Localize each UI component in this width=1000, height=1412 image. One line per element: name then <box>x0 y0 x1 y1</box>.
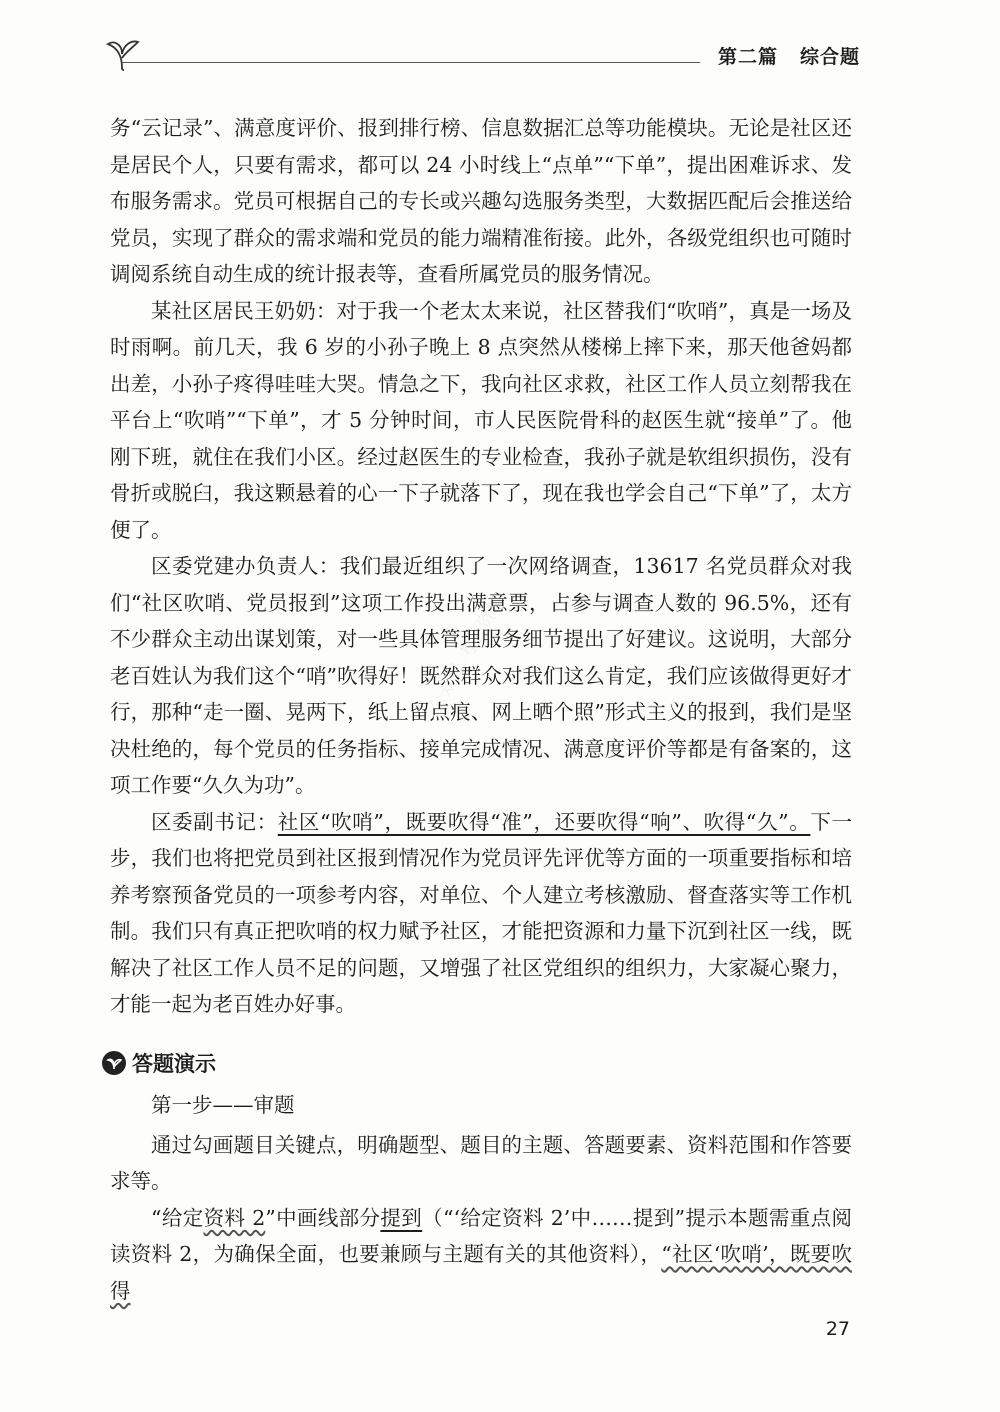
underline-mention: 提到 <box>380 1205 423 1230</box>
header-rule <box>122 62 700 63</box>
wavy-material: 资料 2 <box>203 1205 266 1230</box>
paragraph-vice-secretary <box>110 804 852 1023</box>
wavy-quote: “社区‘吹哨’，既要吹得 <box>110 1242 852 1303</box>
header-part: 第二篇 <box>717 46 778 68</box>
paren-note: （“‘给定资料 2’中……提到”提示本题需重点阅读资料 2，为确保全面，也要兼顾与主题有关的其他资料）， <box>110 1205 853 1266</box>
paragraph-continued: 务“云记录”、满意度评价、报到排行榜、信息数据汇总等功能模块。无论是社区还是居民个人，只要有需求，都可以 24 小时线上“点单”“下单”，提出困难诉求、发布服务需求。党员可根据自己的专长或兴趣勾选服务类型，大数据匹配后会推送给党员，实现了群众的需求端和党员的能力端精准衔接。此外，各级党组织也可随时调阅系统自动生成的统计报表等，查看所属党员的服务情况。 <box>110 116 852 286</box>
sprout-icon <box>100 28 140 72</box>
paragraph-grandma: 某社区居民王奶奶：对于我一个老太太来说，社区替我们“吹哨”，真是一场及时雨啊。前几天，我 6 岁的小孙子晚上 8 点突然从楼梯上摔下来，那天他爸妈都出差，小孙子疼得哇哇大哭。情急之下，我向社区求救，社区工作人员立刻帮我在平台上“吹哨”“下单”，才 5 分钟时间，市人民医院骨科的赵医生就“接单”了。他刚下班，就住在我们小区。经过赵医生的专业检查，我孙子就是软组织损伤，没有骨折或脱臼，我这颗悬着的心一下子就落下了，现在我也学会自己“下单”了，太方便了。 <box>110 298 852 542</box>
quote-close: ” <box>265 1205 276 1230</box>
leaf-badge-icon <box>102 1051 126 1075</box>
section-heading <box>110 1045 852 1081</box>
header-section: 综合题 <box>799 46 860 68</box>
watermark: 公众号 考公资料 <box>425 591 510 717</box>
page-number: 27 <box>825 1318 850 1340</box>
step-title: 第一步——审题 <box>151 1092 295 1117</box>
page-header <box>100 28 860 72</box>
vice-secretary-rest: 下一步，我们也将把党员到社区报到情况作为党员评先评优等方面的一项重要指标和培养考察预备党员的一项参考内容，对单位、个人建立考核激励、督查落实等工作机制。我们只有真正把吹哨的权力赋予社区，才能把资源和力量下沉到社区一线，既解决了社区工作人员不足的问题，又增强了社区党组织的组织力，大家凝心聚力，才能一起为老百姓办好事。 <box>110 809 853 1016</box>
analysis-line <box>110 1200 852 1310</box>
header-title <box>718 42 860 69</box>
step-intro: 通过勾画题目关键点，明确题型、题目的主题、答题要素、资料范围和作答要求等。 <box>110 1132 852 1193</box>
paragraph-party-office: 区委党建办负责人：我们最近组织了一次网络调查，13617 名党员群众对我们“社区吹哨、党员报到”这项工作投出满意票，占参与调查人数的 96.5%，还有不少群众主动出谋划策，对一些具体管理服务细节提出了好建议。这说明，大部分老百姓认为我们这个“哨”吹得好！既然群众对我们这么肯定，我们应该做得更好才行，那种“走一圈、晃两下，纸上留点痕、网上晒个照”形式主义的报到，我们是坚决杜绝的，每个党员的任务指标、接单完成情况、满意度评价等都是有备案的，这项工作要“久久为功”。 <box>110 554 852 797</box>
underlined-quote: 社区“吹哨”，既要吹得“准”，还要吹得“响”、吹得“久”。 <box>277 809 811 834</box>
section-title: 答题演示 <box>132 1051 216 1076</box>
mid-text: 中画线部分 <box>275 1205 381 1230</box>
speaker-label: 区委副书记： <box>151 809 278 834</box>
quote-open: “给定 <box>151 1205 204 1230</box>
page-body <box>110 110 852 1309</box>
